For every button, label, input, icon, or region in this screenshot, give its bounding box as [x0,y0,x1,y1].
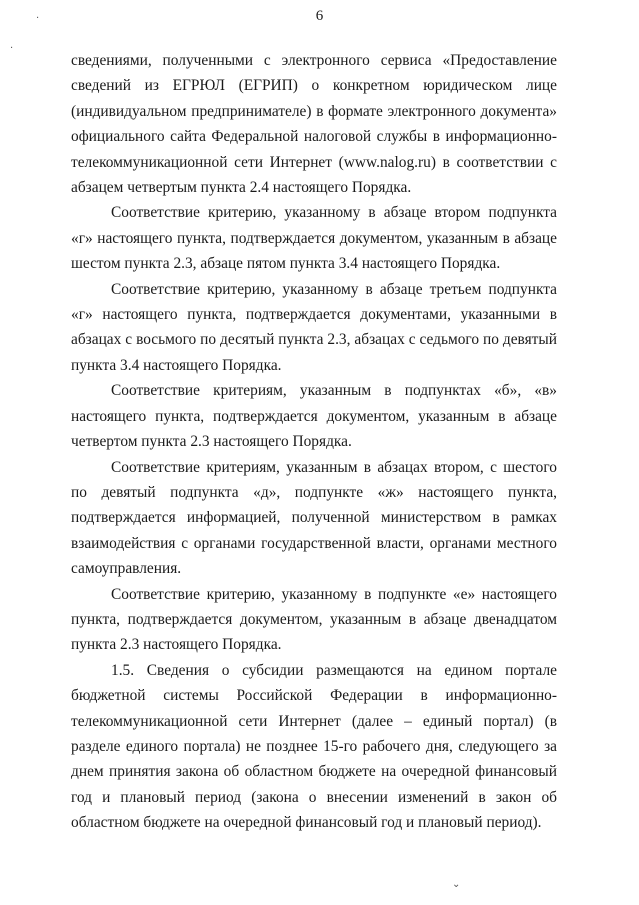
paragraph: Соответствие критерию, указанному в абзаце втором подпункта «г» настоящего пункта, подтверждается документом, указанным в абзаце шестом пункта 2.3, абзаце пятом пункта 3.4 настоящего Порядка. [71,204,557,273]
paragraph: сведениями, полученными с электронного сервиса «Предоставление сведений из ЕГРЮЛ (ЕГРИП) о конкретном юридическом лице (индивидуальном предпринимателе) в формате электронного документа» официального сайта Федеральной налоговой службы в информационно-телекоммуникационной сети Интернет (www.nalog.ru) в соответствии с абзацем четвертым пункта 2.4 настоящего Порядка. [71,52,557,197]
paragraph: Соответствие критериям, указанным в абзацах втором, с шестого по девятый подпункта «д», подпункте «ж» настоящего пункта, подтверждается информацией, полученной министерством в рамках взаимодействия с органами государственной власти, органами местного самоуправления. [71,458,557,578]
body-text [71,48,557,836]
scan-speck: · [36,13,40,24]
page-number: 6 [315,8,324,24]
paragraph: 1.5. Сведения о субсидии размещаются на едином портале бюджетной системы Российской Федерации в информационно-телекоммуникационной сети Интернет (далее – единый портал) (в разделе единого портала) не позднее 15-го рабочего дня, следующего за днем принятия закона об областном бюджете на очередной финансовый год и плановый период (закона о внесении изменений в закон об областном бюджете на очередной финансовый год и плановый период). [71,661,557,832]
paragraph: Соответствие критерию, указанному в подпункте «е» настоящего пункта, подтверждается документом, указанным в абзаце двенадцатом пункта 2.3 настоящего Порядка. [71,585,557,654]
scan-speck: ⌄ [452,879,461,890]
scan-speck: · [10,43,14,54]
paragraph: Соответствие критерию, указанному в абзаце третьем подпункта «г» настоящего пункта, подтверждается документами, указанными в абзацах с восьмого по десятый пункта 2.3, абзацах с седьмого по девятый пункта 3.4 настоящего Порядка. [71,280,557,374]
paragraph: Соответствие критериям, указанным в подпунктах «б», «в» настоящего пункта, подтверждается документом, указанным в абзаце четвертом пункта 2.3 настоящего Порядка. [71,382,557,451]
